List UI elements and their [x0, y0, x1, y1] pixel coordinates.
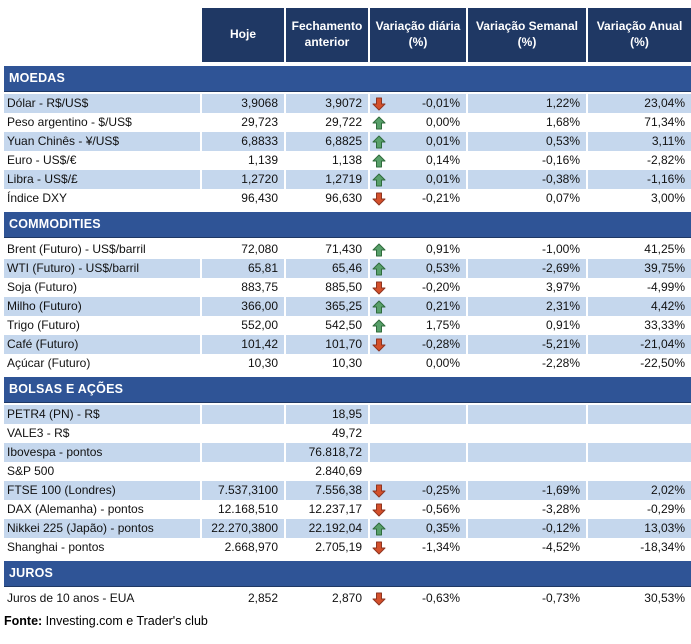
prev-close-value: 65,46	[286, 259, 368, 278]
daily-change-value: -0,20%	[370, 278, 466, 297]
table-row	[4, 113, 691, 132]
weekly-change-value: -0,16%	[468, 151, 586, 170]
table-row	[4, 259, 691, 278]
prev-close-value: 76.818,72	[286, 443, 368, 462]
weekly-change-value: -1,00%	[468, 240, 586, 259]
annual-change-value: 13,03%	[588, 519, 691, 538]
header-corner-blank	[4, 8, 200, 62]
annual-change-value: -0,29%	[588, 500, 691, 519]
section-header-moedas: MOEDAS	[4, 66, 691, 92]
daily-change-value: 0,91%	[370, 240, 466, 259]
row-label: Libra - US$/£	[4, 170, 200, 189]
down-arrow-icon	[372, 97, 386, 111]
section-header-bolsas-e-a-es: BOLSAS E AÇÕES	[4, 377, 691, 403]
prev-close-value: 1,2719	[286, 170, 368, 189]
table-row	[4, 132, 691, 151]
table-row	[4, 94, 691, 113]
weekly-change-value: -3,28%	[468, 500, 586, 519]
hoje-value: 10,30	[202, 354, 284, 373]
table-row	[4, 519, 691, 538]
down-arrow-icon	[372, 541, 386, 555]
daily-change-value	[370, 443, 466, 462]
weekly-change-value: -2,28%	[468, 354, 586, 373]
annual-change-value	[588, 462, 691, 481]
table-row	[4, 240, 691, 259]
prev-close-value: 6,8825	[286, 132, 368, 151]
weekly-change-value: -5,21%	[468, 335, 586, 354]
hoje-value: 7.537,3100	[202, 481, 284, 500]
hoje-value: 12.168,510	[202, 500, 284, 519]
annual-change-value: 39,75%	[588, 259, 691, 278]
annual-change-value: -21,04%	[588, 335, 691, 354]
table-row	[4, 316, 691, 335]
table-row	[4, 443, 691, 462]
hoje-value: 883,75	[202, 278, 284, 297]
table-row	[4, 424, 691, 443]
prev-close-value: 542,50	[286, 316, 368, 335]
table-row	[4, 481, 691, 500]
hoje-value: 2.668,970	[202, 538, 284, 557]
weekly-change-value	[468, 443, 586, 462]
daily-change-value	[370, 405, 466, 424]
row-label: Açúcar (Futuro)	[4, 354, 200, 373]
hoje-value: 366,00	[202, 297, 284, 316]
up-arrow-icon	[372, 262, 386, 276]
daily-change-value: 0,35%	[370, 519, 466, 538]
up-arrow-icon	[372, 300, 386, 314]
prev-close-value: 2.840,69	[286, 462, 368, 481]
hoje-value: 6,8833	[202, 132, 284, 151]
daily-change-value: 0,01%	[370, 132, 466, 151]
table-row	[4, 278, 691, 297]
hoje-value: 2,852	[202, 589, 284, 608]
daily-change-value: -0,63%	[370, 589, 466, 608]
weekly-change-value: -2,69%	[468, 259, 586, 278]
section-header-juros: JUROS	[4, 561, 691, 587]
annual-change-value: 2,02%	[588, 481, 691, 500]
up-arrow-icon	[372, 154, 386, 168]
prev-close-value: 71,430	[286, 240, 368, 259]
prev-close-value: 885,50	[286, 278, 368, 297]
weekly-change-value: -0,73%	[468, 589, 586, 608]
up-arrow-icon	[372, 243, 386, 257]
up-arrow-icon	[372, 116, 386, 130]
down-arrow-icon	[372, 592, 386, 606]
prev-close-value: 7.556,38	[286, 481, 368, 500]
weekly-change-value: 2,31%	[468, 297, 586, 316]
table-row	[4, 189, 691, 208]
weekly-change-value: 0,53%	[468, 132, 586, 151]
col-header-variacao-diaria: Variação diária (%)	[370, 8, 466, 62]
row-label: VALE3 - R$	[4, 424, 200, 443]
table-row	[4, 170, 691, 189]
weekly-change-value: 3,97%	[468, 278, 586, 297]
weekly-change-value	[468, 462, 586, 481]
daily-change-value: -0,56%	[370, 500, 466, 519]
hoje-value: 96,430	[202, 189, 284, 208]
row-label: FTSE 100 (Londres)	[4, 481, 200, 500]
table-row	[4, 538, 691, 557]
weekly-change-value: -0,12%	[468, 519, 586, 538]
source-text: Investing.com e Trader's club	[42, 614, 208, 628]
row-label: Peso argentino - $/US$	[4, 113, 200, 132]
weekly-change-value: 0,91%	[468, 316, 586, 335]
table-row	[4, 335, 691, 354]
hoje-value: 1,139	[202, 151, 284, 170]
annual-change-value: -1,16%	[588, 170, 691, 189]
up-arrow-icon	[372, 319, 386, 333]
col-header-variacao-semanal: Variação Semanal (%)	[468, 8, 586, 62]
up-arrow-icon	[372, 522, 386, 536]
row-label: WTI (Futuro) - US$/barril	[4, 259, 200, 278]
prev-close-value: 10,30	[286, 354, 368, 373]
hoje-value: 29,723	[202, 113, 284, 132]
table-row	[4, 151, 691, 170]
annual-change-value	[588, 443, 691, 462]
down-arrow-icon	[372, 484, 386, 498]
prev-close-value: 12.237,17	[286, 500, 368, 519]
annual-change-value: 30,53%	[588, 589, 691, 608]
prev-close-value: 2,870	[286, 589, 368, 608]
daily-change-value: 0,00%	[370, 354, 466, 373]
row-label: Ibovespa - pontos	[4, 443, 200, 462]
annual-change-value: 41,25%	[588, 240, 691, 259]
daily-change-value: 0,01%	[370, 170, 466, 189]
hoje-value	[202, 405, 284, 424]
down-arrow-icon	[372, 503, 386, 517]
weekly-change-value: -1,69%	[468, 481, 586, 500]
hoje-value	[202, 424, 284, 443]
annual-change-value	[588, 424, 691, 443]
row-label: Euro - US$/€	[4, 151, 200, 170]
prev-close-value: 101,70	[286, 335, 368, 354]
daily-change-value: 1,75%	[370, 316, 466, 335]
weekly-change-value: 1,22%	[468, 94, 586, 113]
annual-change-value: 33,33%	[588, 316, 691, 335]
hoje-value: 552,00	[202, 316, 284, 335]
annual-change-value: 3,11%	[588, 132, 691, 151]
daily-change-value: -1,34%	[370, 538, 466, 557]
daily-change-value	[370, 462, 466, 481]
annual-change-value: -18,34%	[588, 538, 691, 557]
prev-close-value: 96,630	[286, 189, 368, 208]
annual-change-value: 23,04%	[588, 94, 691, 113]
row-label: Shanghai - pontos	[4, 538, 200, 557]
daily-change-value: 0,14%	[370, 151, 466, 170]
section-header-commodities: COMMODITIES	[4, 212, 691, 238]
annual-change-value: -22,50%	[588, 354, 691, 373]
daily-change-value: 0,53%	[370, 259, 466, 278]
row-label: DAX (Alemanha) - pontos	[4, 500, 200, 519]
weekly-change-value: 1,68%	[468, 113, 586, 132]
col-header-hoje: Hoje	[202, 8, 284, 62]
up-arrow-icon	[372, 173, 386, 187]
weekly-change-value: 0,07%	[468, 189, 586, 208]
row-label: Juros de 10 anos - EUA	[4, 589, 200, 608]
down-arrow-icon	[372, 338, 386, 352]
row-label: Brent (Futuro) - US$/barril	[4, 240, 200, 259]
hoje-value: 22.270,3800	[202, 519, 284, 538]
row-label: Nikkei 225 (Japão) - pontos	[4, 519, 200, 538]
row-label: PETR4 (PN) - R$	[4, 405, 200, 424]
prev-close-value: 2.705,19	[286, 538, 368, 557]
row-label: Dólar - R$/US$	[4, 94, 200, 113]
col-header-fechamento: Fechamento anterior	[286, 8, 368, 62]
prev-close-value: 49,72	[286, 424, 368, 443]
prev-close-value: 1,138	[286, 151, 368, 170]
table-row	[4, 500, 691, 519]
row-label: S&P 500	[4, 462, 200, 481]
daily-change-value	[370, 424, 466, 443]
weekly-change-value: -0,38%	[468, 170, 586, 189]
row-label: Trigo (Futuro)	[4, 316, 200, 335]
hoje-value: 3,9068	[202, 94, 284, 113]
prev-close-value: 3,9072	[286, 94, 368, 113]
daily-change-value: -0,21%	[370, 189, 466, 208]
hoje-value	[202, 462, 284, 481]
prev-close-value: 365,25	[286, 297, 368, 316]
table-row	[4, 354, 691, 373]
annual-change-value: 71,34%	[588, 113, 691, 132]
table-row	[4, 462, 691, 481]
up-arrow-icon	[372, 135, 386, 149]
annual-change-value	[588, 405, 691, 424]
down-arrow-icon	[372, 281, 386, 295]
prev-close-value: 29,722	[286, 113, 368, 132]
daily-change-value: 0,00%	[370, 113, 466, 132]
row-label: Milho (Futuro)	[4, 297, 200, 316]
weekly-change-value	[468, 424, 586, 443]
weekly-change-value	[468, 405, 586, 424]
table-header-row	[4, 8, 691, 62]
source-label: Fonte:	[4, 614, 43, 628]
row-label: Soja (Futuro)	[4, 278, 200, 297]
annual-change-value: -4,99%	[588, 278, 691, 297]
row-label: Yuan Chinês - ¥/US$	[4, 132, 200, 151]
table-row	[4, 405, 691, 424]
source-note	[4, 614, 691, 628]
down-arrow-icon	[372, 192, 386, 206]
row-label: Café (Futuro)	[4, 335, 200, 354]
prev-close-value: 18,95	[286, 405, 368, 424]
hoje-value	[202, 443, 284, 462]
annual-change-value: 4,42%	[588, 297, 691, 316]
hoje-value: 1,2720	[202, 170, 284, 189]
table-body	[4, 66, 691, 608]
hoje-value: 72,080	[202, 240, 284, 259]
hoje-value: 65,81	[202, 259, 284, 278]
table-row	[4, 297, 691, 316]
row-label: Índice DXY	[4, 189, 200, 208]
daily-change-value: -0,28%	[370, 335, 466, 354]
annual-change-value: -2,82%	[588, 151, 691, 170]
daily-change-value: -0,01%	[370, 94, 466, 113]
table-row	[4, 589, 691, 608]
daily-change-value: 0,21%	[370, 297, 466, 316]
weekly-change-value: -4,52%	[468, 538, 586, 557]
col-header-variacao-anual: Variação Anual (%)	[588, 8, 691, 62]
annual-change-value: 3,00%	[588, 189, 691, 208]
prev-close-value: 22.192,04	[286, 519, 368, 538]
daily-change-value: -0,25%	[370, 481, 466, 500]
hoje-value: 101,42	[202, 335, 284, 354]
